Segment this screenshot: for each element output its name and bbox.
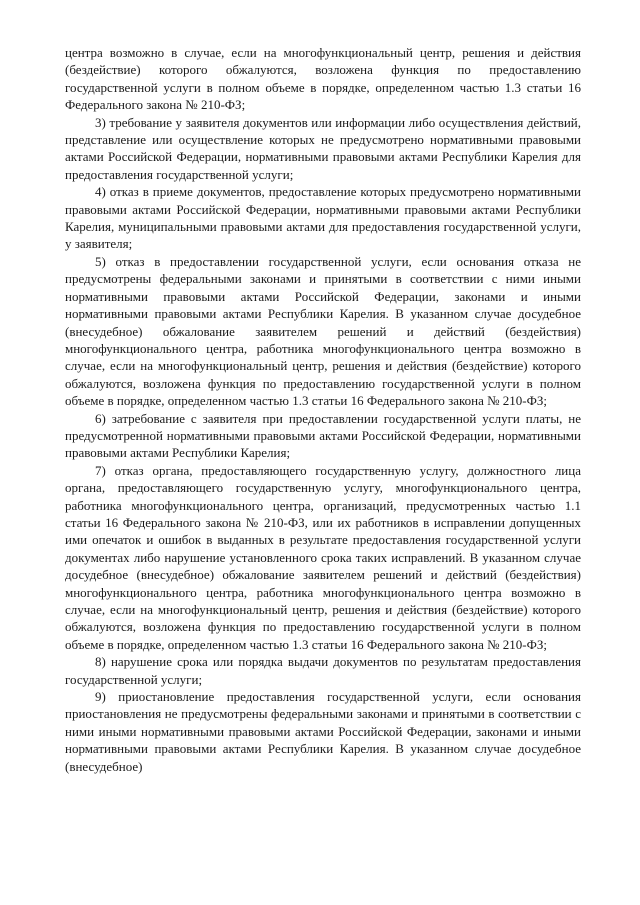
paragraph-item-4: 4) отказ в приеме документов, предоставление которых предусмотрено нормативными правовыми актами Российской Федерации, нормативными правовыми актами Республики Карелия, муниципальными правовыми актами для предоставления государственной услуги, у заявителя; [65, 184, 581, 252]
paragraph-item-7: 7) отказ органа, предоставляющего государственную услугу, должностного лица органа, предоставляющего государственную услугу, многофункционального центра, работника многофункционального центра, организаций, предусмотренных частью 1.1 статьи 16 Федерального закона № 210-ФЗ, или их работников в исправлении допущенных ими опечаток и ошибок в выданных в результате предоставления государственной услуги документах либо нарушение установленного срока таких исправлений. В указанном случае досудебное (внесудебное) обжалование заявителем решений и действий (бездействия) многофункционального центра, работника многофункционального центра возможно в случае, если на многофункциональный центр, решения и действия (бездействие) которого обжалуются, возложена функция по предоставлению государственной услуги в полном объеме в порядке, определенном частью 1.3 статьи 16 Федерального закона № 210-ФЗ; [65, 462, 581, 652]
paragraph-item-8: 8) нарушение срока или порядка выдачи документов по результатам предоставления государственной услуги; [65, 654, 581, 687]
paragraph-item-3: 3) требование у заявителя документов или информации либо осуществления действий, представление или осуществление которых не предусмотрено нормативными правовыми актами Российской Федерации, нормативными правовыми актами Республики Карелия для предоставления государственной услуги; [65, 114, 581, 182]
paragraph-continuation: центра возможно в случае, если на многофункциональный центр, решения и действия (бездействие) которого обжалуются, возложена функция по предоставлению государственной услуги в полном объеме в порядке, определенном частью 1.3 статьи 16 Федерального закона № 210-ФЗ; [65, 45, 581, 113]
document-page [65, 44, 581, 775]
paragraph-item-9: 9) приостановление предоставления государственной услуги, если основания приостановления не предусмотрены федеральными законами и принятыми в соответствии с ними иными нормативными правовыми актами Российской Федерации, законами и иными нормативными правовыми актами Республики Карелия. В указанном случае досудебное (внесудебное) [65, 689, 581, 774]
paragraph-item-5: 5) отказ в предоставлении государственной услуги, если основания отказа не предусмотрены федеральными законами и принятыми в соответствии с ними иными нормативными правовыми актами Российской Федерации, законами и иными нормативными правовыми актами Республики Карелия. В указанном случае досудебное (внесудебное) обжалование заявителем решений и действий (бездействия) многофункционального центра, работника многофункционального центра возможно в случае, если на многофункциональный центр, решения и действия (бездействие) которого обжалуются, возложена функция по предоставлению государственной услуги в полном объеме в порядке, определенном частью 1.3 статьи 16 Федерального закона № 210-ФЗ; [65, 253, 581, 409]
paragraph-item-6: 6) затребование с заявителя при предоставлении государственной услуги платы, не предусмотренной нормативными правовыми актами Российской Федерации, нормативными правовыми актами Республики Карелия; [65, 410, 581, 461]
